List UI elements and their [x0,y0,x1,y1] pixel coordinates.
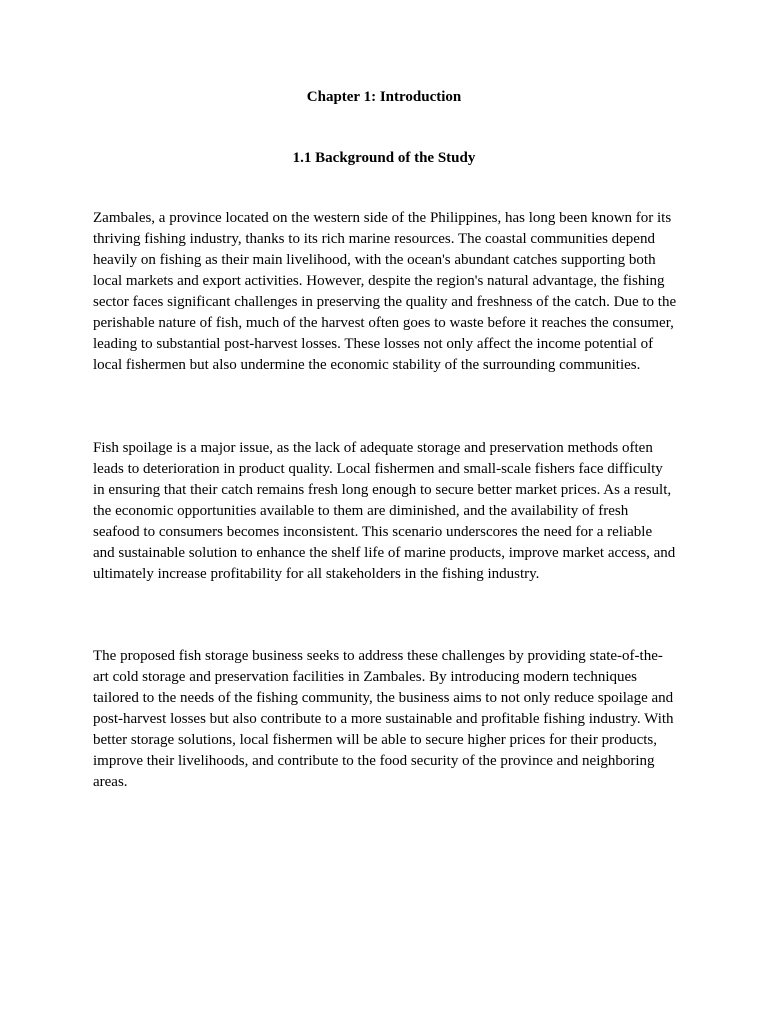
body-paragraph-3: The proposed fish storage business seeks to address these challenges by providing state-of-the-art cold storage and preservation facilities in Zambales. By introducing modern techniques tailored to the needs of the fishing community, the business aims to not only reduce spoilage and post-harvest losses but also contribute to a more sustainable and profitable fishing industry. With better storage solutions, local fishermen will be able to secure higher prices for their products, improve their livelihoods, and contribute to the food security of the province and neighboring areas. [93,648,674,790]
chapter-title: Chapter 1: Introduction [306,89,462,105]
body-paragraph-1: Zambales, a province located on the western side of the Philippines, has long been known for its thriving fishing industry, thanks to its rich marine resources. The coastal communities depend heavily on fishing as their main livelihood, with the ocean's abundant catches supporting both local markets and export activities. However, despite the region's natural advantage, the fishing sector faces significant challenges in preserving the quality and freshness of the catch. Due to the perishable nature of fish, much of the harvest often goes to waste before it reaches the consumer, leading to substantial post-harvest losses. These losses not only affect the income potential of local fishermen but also undermine the economic stability of the surrounding communities. [93,210,677,373]
body-paragraph-2: Fish spoilage is a major issue, as the lack of adequate storage and preservation methods often leads to deterioration in product quality. Local fishermen and small-scale fishers face difficulty in ensuring that their catch remains fresh long enough to secure better market prices. As a result, the economic opportunities available to them are diminished, and the availability of fresh seafood to consumers becomes inconsistent. This scenario underscores the need for a reliable and sustainable solution to enhance the shelf life of marine products, improve market access, and ultimately increase profitability for all stakeholders in the fishing industry. [93,440,676,582]
section-title: 1.1 Background of the Study [292,150,476,166]
